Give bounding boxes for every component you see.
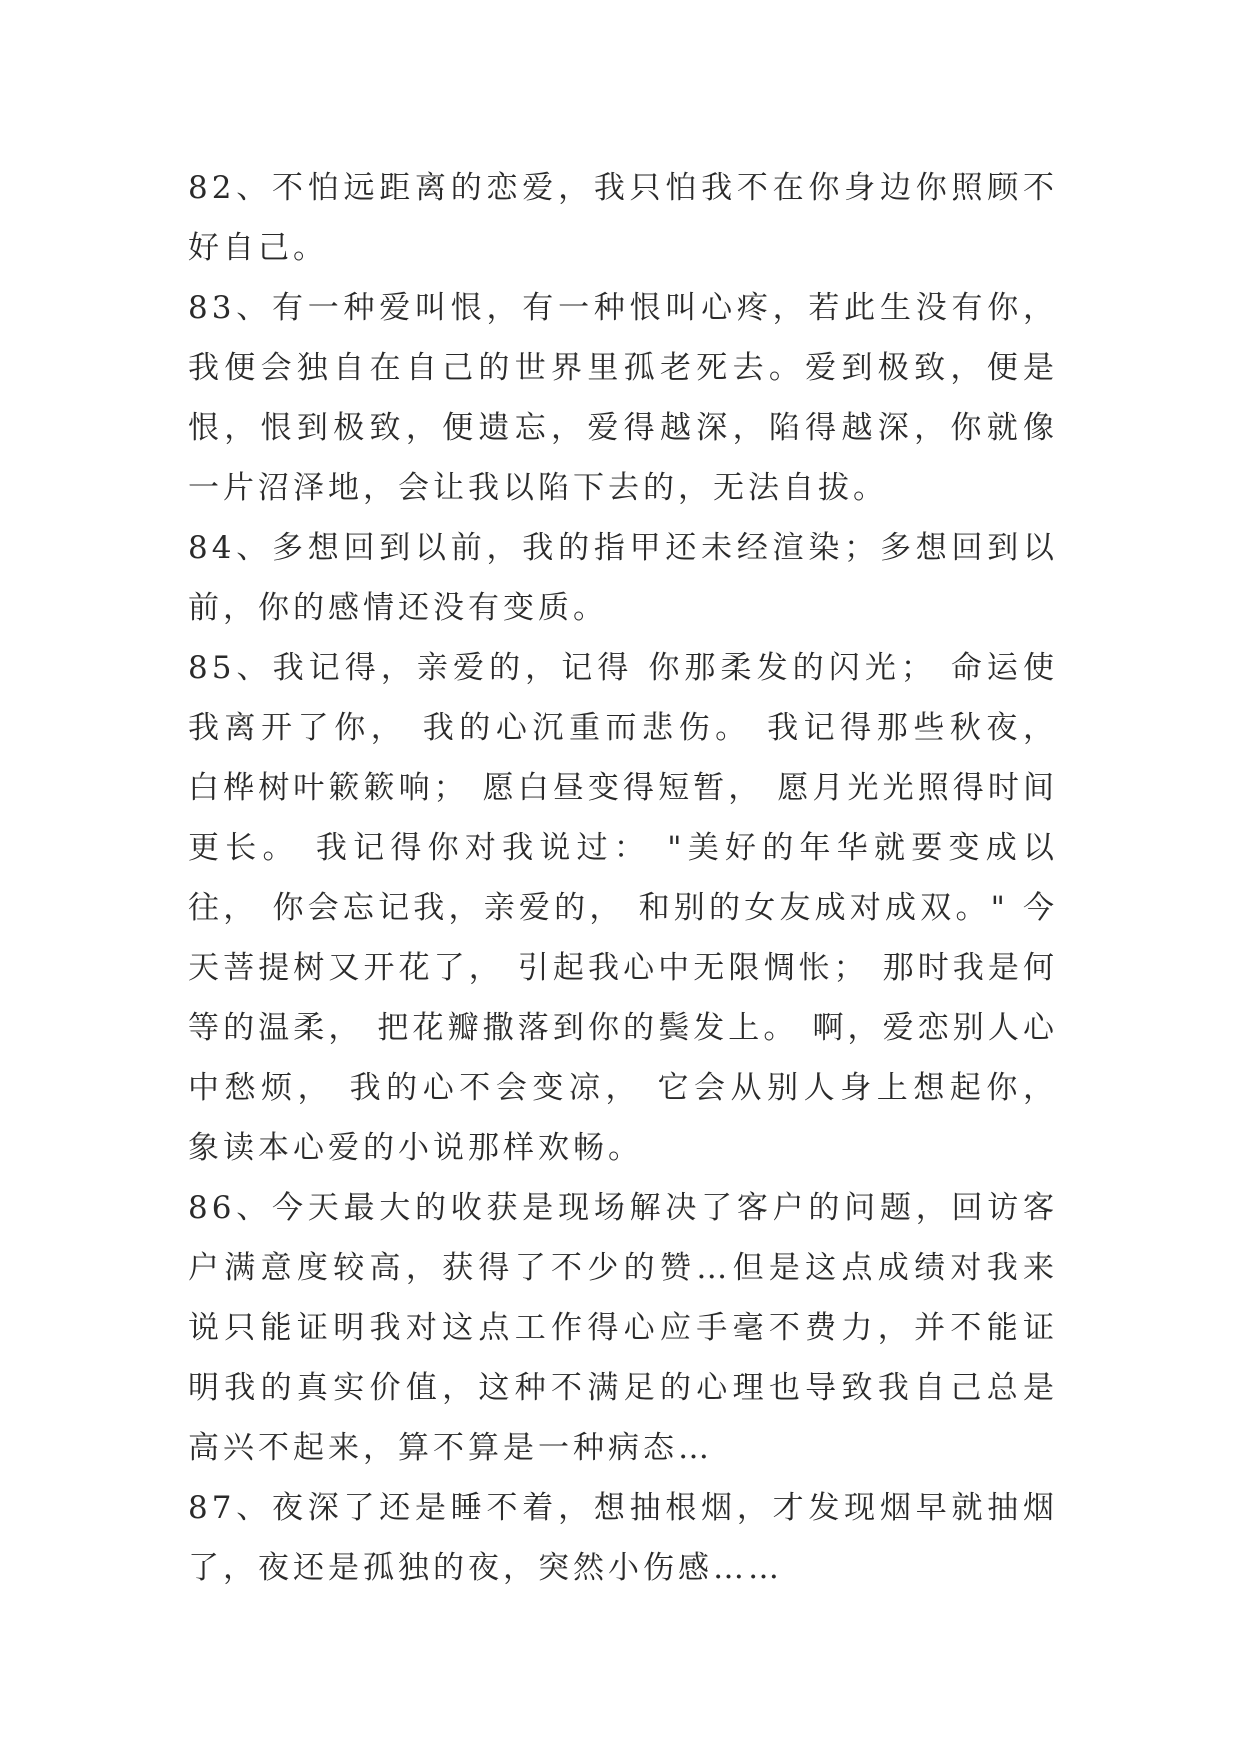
paragraph-85: 85、我记得，亲爱的，记得 你那柔发的闪光； 命运使我离开了你， 我的心沉重而悲伤。 我记得那些秋夜， 白桦树叶簌簌响； 愿白昼变得短暂， 愿月光光照得时间更长。 我记得你对我说过： "美好的年华就要变成以往， 你会忘记我，亲爱的， 和别的女友成对成双。" 今天菩提树又开花了， 引起我心中无限惆怅； 那时我是何等的温柔， 把花瓣撒落到你的鬓发上。 啊，爱恋别人心中愁烦， 我的心不会变凉， 它会从别人身上想起你， 象读本心爱的小说那样欢畅。 <box>188 650 1072 1166</box>
paragraph-87: 87、夜深了还是睡不着，想抽根烟，才发现烟早就抽烟了，夜还是孤独的夜，突然小伤感…… <box>188 1490 1058 1586</box>
paragraph-82: 82、不怕远距离的恋爱，我只怕我不在你身边你照顾不好自己。 <box>188 170 1058 266</box>
paragraph-84: 84、多想回到以前，我的指甲还未经渲染；多想回到以前，你的感情还没有变质。 <box>188 530 1058 626</box>
paragraph-86: 86、今天最大的收获是现场解决了客户的问题，回访客户满意度较高，获得了不少的赞…但是这点成绩对我来说只能证明我对这点工作得心应手毫不费力，并不能证明我的真实价值，这种不满足的心理也导致我自己总是高兴不起来，算不算是一种病态… <box>188 1190 1058 1466</box>
document-body <box>188 158 1072 1598</box>
paragraph-83: 83、有一种爱叫恨，有一种恨叫心疼，若此生没有你，我便会独自在自己的世界里孤老死去。爱到极致，便是恨，恨到极致，便遗忘，爱得越深，陷得越深，你就像一片沼泽地，会让我以陷下去的，无法自拔。 <box>188 290 1058 506</box>
